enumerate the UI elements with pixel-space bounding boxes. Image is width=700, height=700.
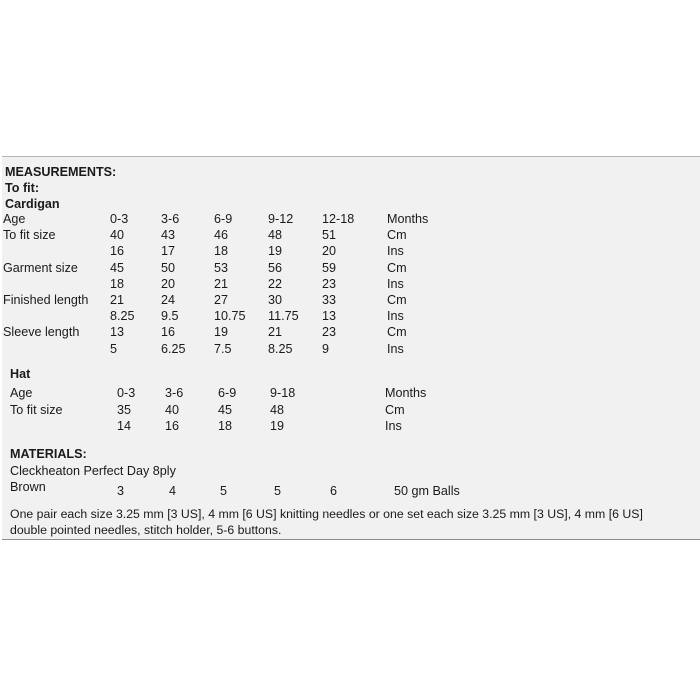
table-cell: 6-9 xyxy=(218,386,237,400)
table-cell: 11.75 xyxy=(268,309,299,324)
needles-line-1: One pair each size 3.25 mm [3 US], 4 mm [6 US] knitting needles or one set each size 3.25 mm [3 US], 4 mm [6 US] xyxy=(10,507,643,521)
table-cell: 43 xyxy=(161,228,176,243)
table-cell: 20 xyxy=(161,276,176,291)
table-cell: 5 xyxy=(110,341,118,356)
table-cell: 9 xyxy=(322,341,330,356)
row-unit: Ins xyxy=(387,276,404,291)
table-cell: 16 xyxy=(110,244,125,259)
table-cell: 13 xyxy=(322,309,337,324)
table-cell: 33 xyxy=(322,293,337,307)
table-cell: 40 xyxy=(165,402,180,417)
table-cell: 40 xyxy=(110,228,125,243)
row-label: Age xyxy=(10,386,33,400)
to-fit-heading: To fit: xyxy=(5,181,40,195)
table-cell: 12-18 xyxy=(322,212,355,226)
table-cell: 23 xyxy=(322,276,337,291)
table-cell: 24 xyxy=(161,293,176,307)
row-unit: Cm xyxy=(387,260,407,275)
row-unit: Ins xyxy=(387,341,404,356)
yarn-quantity: 6 xyxy=(330,484,338,498)
table-cell: 3-6 xyxy=(161,212,180,226)
row-label: Finished length xyxy=(3,293,89,307)
table-cell: 56 xyxy=(268,260,283,275)
table-cell: 16 xyxy=(165,419,180,433)
yarn-name: Cleckheaton Perfect Day 8ply xyxy=(10,464,176,478)
row-unit: Cm xyxy=(385,402,405,417)
table-cell: 19 xyxy=(270,419,285,433)
materials-heading: MATERIALS: xyxy=(10,447,87,461)
pattern-card xyxy=(2,156,700,540)
table-cell: 19 xyxy=(268,244,283,259)
table-cell: 45 xyxy=(218,402,233,417)
table-cell: 8.25 xyxy=(268,341,293,356)
row-label: To fit size xyxy=(3,228,56,243)
table-cell: 22 xyxy=(268,276,283,291)
row-unit: Cm xyxy=(387,293,407,307)
table-cell: 18 xyxy=(110,276,125,291)
row-label: Garment size xyxy=(3,260,78,275)
row-unit: Ins xyxy=(385,419,402,433)
table-cell: 19 xyxy=(214,325,229,340)
table-cell: 10.75 xyxy=(214,309,246,324)
table-cell: 9.5 xyxy=(161,309,179,324)
table-cell: 59 xyxy=(322,260,337,275)
table-cell: 35 xyxy=(117,402,132,417)
table-cell: 18 xyxy=(214,244,229,259)
hat-heading: Hat xyxy=(10,367,31,381)
table-cell: 16 xyxy=(161,325,176,340)
table-cell: 53 xyxy=(214,260,229,275)
table-cell: 6-9 xyxy=(214,212,233,226)
table-cell: 50 xyxy=(161,260,176,275)
table-cell: 18 xyxy=(218,419,233,433)
table-cell: 23 xyxy=(322,325,337,340)
table-cell: 21 xyxy=(214,276,229,291)
row-unit: Cm xyxy=(387,228,407,243)
table-cell: 9-18 xyxy=(270,386,296,400)
table-cell: 21 xyxy=(268,325,283,340)
table-cell: 6.25 xyxy=(161,341,186,356)
row-label: Sleeve length xyxy=(3,325,80,340)
row-unit: Cm xyxy=(387,325,407,340)
table-cell: 27 xyxy=(214,293,229,307)
table-cell: 14 xyxy=(117,419,132,433)
table-cell: 9-12 xyxy=(268,212,294,226)
yarn-quantity: 5 xyxy=(220,484,228,498)
table-cell: 46 xyxy=(214,228,229,243)
needles-line-2: double pointed needles, stitch holder, 5-6 buttons. xyxy=(10,523,282,537)
table-cell: 48 xyxy=(268,228,283,243)
table-cell: 7.5 xyxy=(214,341,232,356)
table-cell: 48 xyxy=(270,402,285,417)
table-cell: 21 xyxy=(110,293,125,307)
yarn-quantity: 3 xyxy=(117,484,125,498)
table-cell: 0-3 xyxy=(117,386,136,400)
table-cell: 45 xyxy=(110,260,125,275)
row-unit: Ins xyxy=(387,309,404,324)
cardigan-heading: Cardigan xyxy=(5,197,60,211)
yarn-quantity: 4 xyxy=(169,484,177,498)
row-label: To fit size xyxy=(10,402,63,417)
table-cell: 13 xyxy=(110,325,125,340)
yarn-unit: 50 gm Balls xyxy=(394,484,460,498)
row-label: Age xyxy=(3,212,26,226)
table-cell: 17 xyxy=(161,244,176,259)
row-unit: Months xyxy=(387,212,429,226)
yarn-color: Brown xyxy=(10,480,46,494)
table-cell: 30 xyxy=(268,293,283,307)
row-unit: Months xyxy=(385,386,427,400)
measurements-heading: MEASUREMENTS: xyxy=(5,165,117,179)
table-cell: 0-3 xyxy=(110,212,129,226)
table-cell: 20 xyxy=(322,244,337,259)
table-cell: 3-6 xyxy=(165,386,184,400)
yarn-quantity: 5 xyxy=(274,484,282,498)
row-unit: Ins xyxy=(387,244,404,259)
table-cell: 51 xyxy=(322,228,337,243)
table-cell: 8.25 xyxy=(110,309,135,324)
